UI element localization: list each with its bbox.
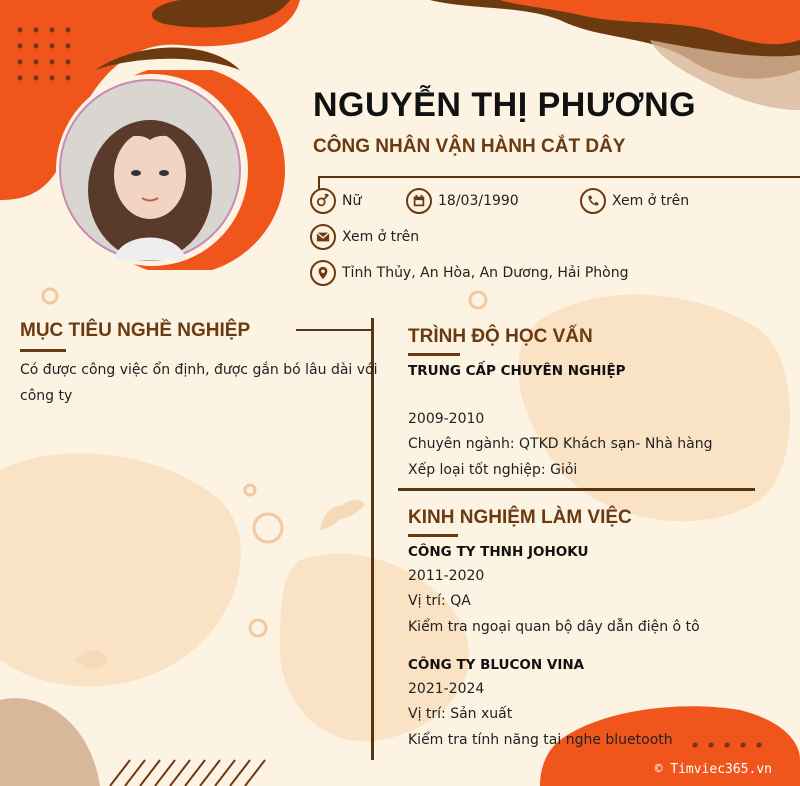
objective-underline bbox=[20, 349, 66, 352]
location-icon bbox=[310, 260, 336, 286]
education-grade: Xếp loại tốt nghiệp: Giỏi bbox=[408, 462, 578, 478]
objective-text-line1: Có được công việc ổn định, được gắn bó lâu dài với bbox=[20, 362, 378, 378]
objective-connector bbox=[296, 329, 372, 331]
job-description: Kiểm tra tính năng tai nghe bluetooth bbox=[408, 732, 673, 748]
contact-address bbox=[310, 260, 628, 286]
job-period: 2011-2020 bbox=[408, 568, 485, 584]
column-divider bbox=[371, 318, 374, 760]
objective-title: MỤC TIÊU NGHỀ NGHIỆP bbox=[20, 320, 251, 341]
job-company: CÔNG TY THNH JOHOKU bbox=[408, 544, 589, 560]
phone-value: Xem ở trên bbox=[612, 193, 690, 209]
objective-text-line2: công ty bbox=[20, 388, 73, 404]
education-underline bbox=[408, 353, 460, 356]
gender-icon bbox=[310, 188, 336, 214]
education-title: TRÌNH ĐỘ HỌC VẤN bbox=[408, 326, 593, 347]
job-title: CÔNG NHÂN VẬN HÀNH CẮT DÂY bbox=[313, 136, 626, 157]
job-position: Vị trí: QA bbox=[408, 593, 471, 609]
contact-gender bbox=[310, 188, 361, 214]
gender-value: Nữ bbox=[342, 193, 362, 209]
job-period: 2021-2024 bbox=[408, 681, 485, 697]
candidate-name: NGUYỄN THỊ PHƯƠNG bbox=[313, 86, 697, 124]
experience-title: KINH NGHIỆM LÀM VIỆC bbox=[408, 507, 632, 528]
calendar-icon bbox=[406, 188, 432, 214]
education-divider bbox=[398, 488, 755, 491]
birthdate-value: 18/03/1990 bbox=[438, 193, 519, 209]
contact-phone bbox=[580, 188, 689, 214]
contact-birthdate bbox=[406, 188, 519, 214]
contact-email bbox=[310, 224, 419, 250]
experience-underline bbox=[408, 534, 458, 537]
education-school: TRUNG CẤP CHUYÊN NGHIỆP bbox=[408, 363, 626, 379]
photo-frame bbox=[50, 70, 290, 270]
job-position: Vị trí: Sản xuất bbox=[408, 706, 513, 722]
education-period: 2009-2010 bbox=[408, 411, 485, 427]
education-major: Chuyên ngành: QTKD Khách sạn- Nhà hàng bbox=[408, 436, 713, 452]
address-value: Tỉnh Thủy, An Hòa, An Dương, Hải Phòng bbox=[342, 265, 629, 281]
job-company: CÔNG TY BLUCON VINA bbox=[408, 657, 585, 673]
header-divider bbox=[320, 176, 800, 178]
watermark: © Timviec365.vn bbox=[654, 762, 772, 777]
phone-icon bbox=[580, 188, 606, 214]
email-value: Xem ở trên bbox=[342, 229, 420, 245]
email-icon bbox=[310, 224, 336, 250]
job-description: Kiểm tra ngoại quan bộ dây dẫn điện ô tô bbox=[408, 619, 700, 635]
